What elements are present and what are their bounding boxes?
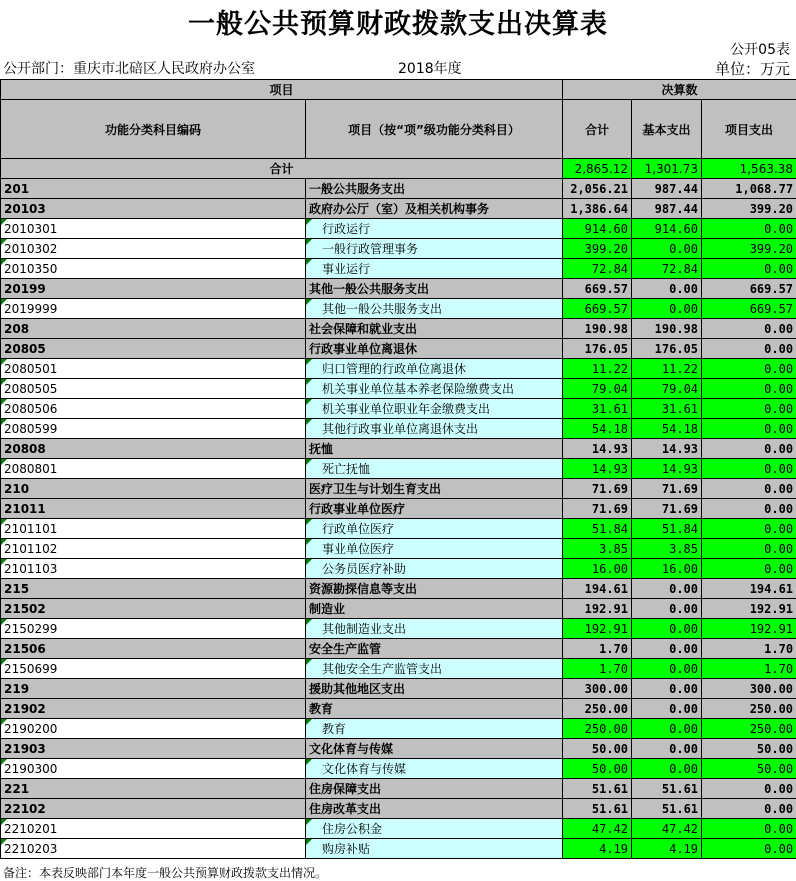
table-row [1,559,796,579]
row-code: 2190200 [1,719,306,739]
row-code: 2210201 [1,819,306,839]
table-row [1,519,796,539]
row-project: 0.00 [702,559,796,579]
row-code: 20103 [1,199,306,219]
header-total: 合计 [563,100,632,159]
table-row [1,599,796,619]
row-project: 1,068.77 [702,179,796,199]
form-number: 公开05表 [730,42,790,58]
table-row [1,499,796,519]
row-name: 文化体育与传媒 [306,759,563,779]
row-project: 0.00 [702,519,796,539]
table-row [1,299,796,319]
row-basic: 914.60 [632,219,702,239]
row-project: 0.00 [702,799,796,819]
row-project: 1.70 [702,659,796,679]
row-name: 事业单位医疗 [306,539,563,559]
row-code: 2080599 [1,419,306,439]
row-project: 50.00 [702,759,796,779]
table-row [1,739,796,759]
row-project: 192.91 [702,599,796,619]
row-name: 行政事业单位医疗 [306,499,563,519]
row-total: 54.18 [563,419,632,439]
row-name: 行政运行 [306,219,563,239]
row-code: 2080801 [1,459,306,479]
table-row [1,619,796,639]
footnote: 备注：本表反映部门本年度一般公共预算财政拨款支出情况。 [3,866,328,880]
row-name: 其他制造业支出 [306,619,563,639]
row-project: 0.00 [702,259,796,279]
row-basic: 0.00 [632,699,702,719]
row-total: 914.60 [563,219,632,239]
row-basic: 987.44 [632,179,702,199]
row-total: 16.00 [563,559,632,579]
total-basic: 1,301.73 [632,159,702,179]
table-row [1,439,796,459]
table-row [1,359,796,379]
row-project: 250.00 [702,719,796,739]
row-name: 教育 [306,719,563,739]
row-name: 其他行政事业单位离退休支出 [306,419,563,439]
header-project: 项目支出 [702,100,796,159]
row-total: 51.61 [563,779,632,799]
row-total: 250.00 [563,719,632,739]
row-name: 机关事业单位职业年金缴费支出 [306,399,563,419]
row-basic: 176.05 [632,339,702,359]
row-project: 192.91 [702,619,796,639]
table-row [1,339,796,359]
row-code: 215 [1,579,306,599]
row-total: 1.70 [563,659,632,679]
row-project: 0.00 [702,439,796,459]
row-project: 0.00 [702,499,796,519]
row-code: 21011 [1,499,306,519]
row-code: 2080501 [1,359,306,379]
row-basic: 0.00 [632,719,702,739]
row-name: 资源勘探信息等支出 [306,579,563,599]
row-total: 14.93 [563,459,632,479]
header-code: 功能分类科目编码 [1,100,306,159]
row-basic: 11.22 [632,359,702,379]
row-total: 3.85 [563,539,632,559]
row-code: 2150699 [1,659,306,679]
row-total: 31.61 [563,399,632,419]
row-project: 0.00 [702,359,796,379]
row-project: 399.20 [702,239,796,259]
row-total: 190.98 [563,319,632,339]
row-total: 51.84 [563,519,632,539]
row-name: 一般公共服务支出 [306,179,563,199]
row-total: 300.00 [563,679,632,699]
row-code: 21502 [1,599,306,619]
row-total: 4.19 [563,839,632,859]
row-total: 71.69 [563,479,632,499]
row-basic: 47.42 [632,819,702,839]
row-code: 20805 [1,339,306,359]
total-total: 2,865.12 [563,159,632,179]
table-row [1,639,796,659]
row-total: 50.00 [563,759,632,779]
row-basic: 0.00 [632,659,702,679]
row-name: 其他一般公共服务支出 [306,279,563,299]
row-basic: 72.84 [632,259,702,279]
header-row-2 [1,100,796,159]
row-total: 250.00 [563,699,632,719]
row-code: 2101101 [1,519,306,539]
row-basic: 0.00 [632,619,702,639]
row-project: 0.00 [702,819,796,839]
row-basic: 14.93 [632,459,702,479]
row-basic: 0.00 [632,679,702,699]
table-row [1,399,796,419]
row-project: 0.00 [702,539,796,559]
header-budget: 决算数 [563,80,796,100]
row-total: 192.91 [563,619,632,639]
row-total: 79.04 [563,379,632,399]
row-code: 21903 [1,739,306,759]
table-row [1,779,796,799]
row-name: 其他一般公共服务支出 [306,299,563,319]
row-code: 21902 [1,699,306,719]
table-row [1,379,796,399]
row-code: 201 [1,179,306,199]
table-row [1,239,796,259]
table-row [1,819,796,839]
row-basic: 0.00 [632,759,702,779]
row-basic: 51.84 [632,519,702,539]
row-code: 2010301 [1,219,306,239]
row-total: 194.61 [563,579,632,599]
table-row [1,839,796,859]
table-row [1,199,796,219]
table-row [1,279,796,299]
department-label: 公开部门：重庆市北碚区人民政府办公室 [3,61,255,77]
table-row [1,219,796,239]
row-basic: 0.00 [632,579,702,599]
row-basic: 71.69 [632,479,702,499]
row-total: 399.20 [563,239,632,259]
row-project: 0.00 [702,419,796,439]
table-row [1,319,796,339]
table-row [1,759,796,779]
row-basic: 51.61 [632,799,702,819]
page-title: 一般公共预算财政拨款支出决算表 [188,9,608,40]
row-code: 208 [1,319,306,339]
row-project: 1.70 [702,639,796,659]
row-basic: 4.19 [632,839,702,859]
row-project: 194.61 [702,579,796,599]
row-code: 219 [1,679,306,699]
header-item: 项目 [1,80,563,100]
row-name: 死亡抚恤 [306,459,563,479]
row-total: 176.05 [563,339,632,359]
row-name: 机关事业单位基本养老保险缴费支出 [306,379,563,399]
table-row [1,679,796,699]
row-name: 归口管理的行政单位离退休 [306,359,563,379]
table-row [1,479,796,499]
row-name: 社会保障和就业支出 [306,319,563,339]
row-name: 援助其他地区支出 [306,679,563,699]
row-code: 21506 [1,639,306,659]
table-row [1,179,796,199]
row-project: 0.00 [702,379,796,399]
row-code: 20808 [1,439,306,459]
row-project: 0.00 [702,479,796,499]
row-project: 0.00 [702,839,796,859]
row-total: 14.93 [563,439,632,459]
row-project: 0.00 [702,459,796,479]
year-label: 2018年度 [398,61,462,77]
row-project: 250.00 [702,699,796,719]
table-row [1,459,796,479]
table-row [1,539,796,559]
row-total: 2,056.21 [563,179,632,199]
row-basic: 0.00 [632,639,702,659]
row-name: 行政事业单位离退休 [306,339,563,359]
header-row-1 [1,80,796,100]
table-row [1,579,796,599]
row-project: 0.00 [702,779,796,799]
row-name: 抚恤 [306,439,563,459]
row-code: 2190300 [1,759,306,779]
row-name: 行政单位医疗 [306,519,563,539]
row-basic: 31.61 [632,399,702,419]
row-basic: 0.00 [632,299,702,319]
row-name: 事业运行 [306,259,563,279]
row-total: 50.00 [563,739,632,759]
row-name: 文化体育与传媒 [306,739,563,759]
table-row [1,699,796,719]
table-row [1,419,796,439]
row-code: 210 [1,479,306,499]
row-total: 192.91 [563,599,632,619]
row-name: 其他安全生产监管支出 [306,659,563,679]
row-code: 22102 [1,799,306,819]
expenditure-table [0,79,796,859]
row-code: 221 [1,779,306,799]
row-total: 51.61 [563,799,632,819]
row-name: 制造业 [306,599,563,619]
row-project: 0.00 [702,399,796,419]
row-basic: 71.69 [632,499,702,519]
unit-label: 单位：万元 [714,60,790,78]
row-project: 0.00 [702,219,796,239]
row-basic: 79.04 [632,379,702,399]
row-name: 住房公积金 [306,819,563,839]
row-name: 政府办公厅（室）及相关机构事务 [306,199,563,219]
row-total: 11.22 [563,359,632,379]
row-basic: 14.93 [632,439,702,459]
row-basic: 54.18 [632,419,702,439]
total-row [1,159,796,179]
row-basic: 0.00 [632,599,702,619]
row-name: 一般行政管理事务 [306,239,563,259]
table-row [1,659,796,679]
row-code: 2080505 [1,379,306,399]
row-total: 669.57 [563,299,632,319]
row-total: 1,386.64 [563,199,632,219]
row-code: 2101103 [1,559,306,579]
row-code: 2080506 [1,399,306,419]
header-name: 项目（按“项”级功能分类科目） [306,100,563,159]
row-project: 669.57 [702,279,796,299]
row-code: 20199 [1,279,306,299]
row-basic: 190.98 [632,319,702,339]
row-basic: 51.61 [632,779,702,799]
total-project: 1,563.38 [702,159,796,179]
row-total: 669.57 [563,279,632,299]
row-basic: 0.00 [632,739,702,759]
row-name: 住房保障支出 [306,779,563,799]
row-name: 教育 [306,699,563,719]
row-name: 安全生产监管 [306,639,563,659]
table-row [1,799,796,819]
row-project: 50.00 [702,739,796,759]
row-project: 300.00 [702,679,796,699]
row-project: 0.00 [702,339,796,359]
table-row [1,259,796,279]
row-name: 住房改革支出 [306,799,563,819]
row-total: 47.42 [563,819,632,839]
header-basic: 基本支出 [632,100,702,159]
row-project: 399.20 [702,199,796,219]
row-basic: 0.00 [632,239,702,259]
row-code: 2150299 [1,619,306,639]
row-code: 2101102 [1,539,306,559]
row-total: 71.69 [563,499,632,519]
row-code: 2019999 [1,299,306,319]
row-basic: 16.00 [632,559,702,579]
row-name: 公务员医疗补助 [306,559,563,579]
row-code: 2010302 [1,239,306,259]
row-name: 医疗卫生与计划生育支出 [306,479,563,499]
row-code: 2010350 [1,259,306,279]
meta-line [0,58,796,78]
table-row [1,719,796,739]
row-code: 2210203 [1,839,306,859]
row-project: 0.00 [702,319,796,339]
row-basic: 987.44 [632,199,702,219]
row-project: 669.57 [702,299,796,319]
row-basic: 3.85 [632,539,702,559]
total-label: 合计 [1,159,563,179]
row-total: 1.70 [563,639,632,659]
row-name: 购房补贴 [306,839,563,859]
row-total: 72.84 [563,259,632,279]
row-basic: 0.00 [632,279,702,299]
